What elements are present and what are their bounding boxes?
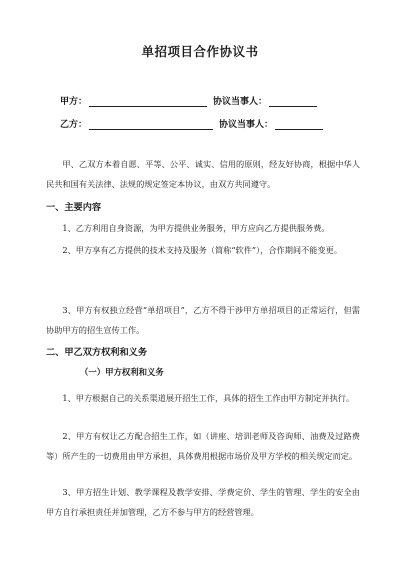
party-b-rep-blank xyxy=(275,119,323,130)
section1-heading: 一、主要内容 xyxy=(46,202,102,213)
preamble-paragraph: 甲、乙双方本着自愿、平等、公平、诚实、信用的原则，经友好协商，根据中华人民共和国有关法律、法规的规定签定本协议，由双方共同遵守。 xyxy=(46,159,360,189)
party-b-rep-label: 协议当事人： xyxy=(219,120,274,130)
party-a-rep-label: 协议当事人： xyxy=(213,97,268,107)
section2-sub1-item-3: 3、甲方招生计划、教学课程及教学安排、学费定价、学生的管理、学生的安全由甲方自行承担责任并加管理，乙方不参与甲方的经营管理。 xyxy=(46,487,360,517)
party-b-label: 乙方： xyxy=(60,120,88,130)
party-a-row xyxy=(60,94,317,107)
party-a-label: 甲方： xyxy=(60,97,88,107)
section2-sub1-heading: （一）甲方权利和义务 xyxy=(80,367,164,377)
party-a-blank xyxy=(89,96,207,107)
section1-item-1: 1、乙方利用自身资源，为甲方提供业务服务，甲方应向乙方提供服务费。 xyxy=(62,223,330,233)
party-b-row xyxy=(60,117,323,130)
section1-item-2: 2、甲方享有乙方提供的技术支持及服务（简称“软件”），合作期间不能变更。 xyxy=(62,245,343,255)
document-title: 单招项目合作协议书 xyxy=(141,44,259,59)
section1-item-3: 3、甲方有权独立经营“单招项目”，乙方不得干涉甲方单招项目的正常运行，但需协助甲方的招生宣传工作。 xyxy=(46,305,360,335)
section2-heading: 二、甲乙双方权利和义务 xyxy=(46,347,148,358)
section2-sub1-item-2: 2、甲方有权让乙方配合招生工作，如（讲座、培训老师及咨询师、油费及过路费等）所产生的一切费用由甲方承担，具体费用根据市场价及甲方学校的相关规定而定。 xyxy=(46,431,360,461)
party-b-blank xyxy=(89,119,213,130)
party-a-rep-blank xyxy=(269,96,317,107)
section2-sub1-item-1: 1、甲方根据自己的关系渠道展开招生工作，具体的招生工作由甲方制定并执行。 xyxy=(62,393,355,403)
